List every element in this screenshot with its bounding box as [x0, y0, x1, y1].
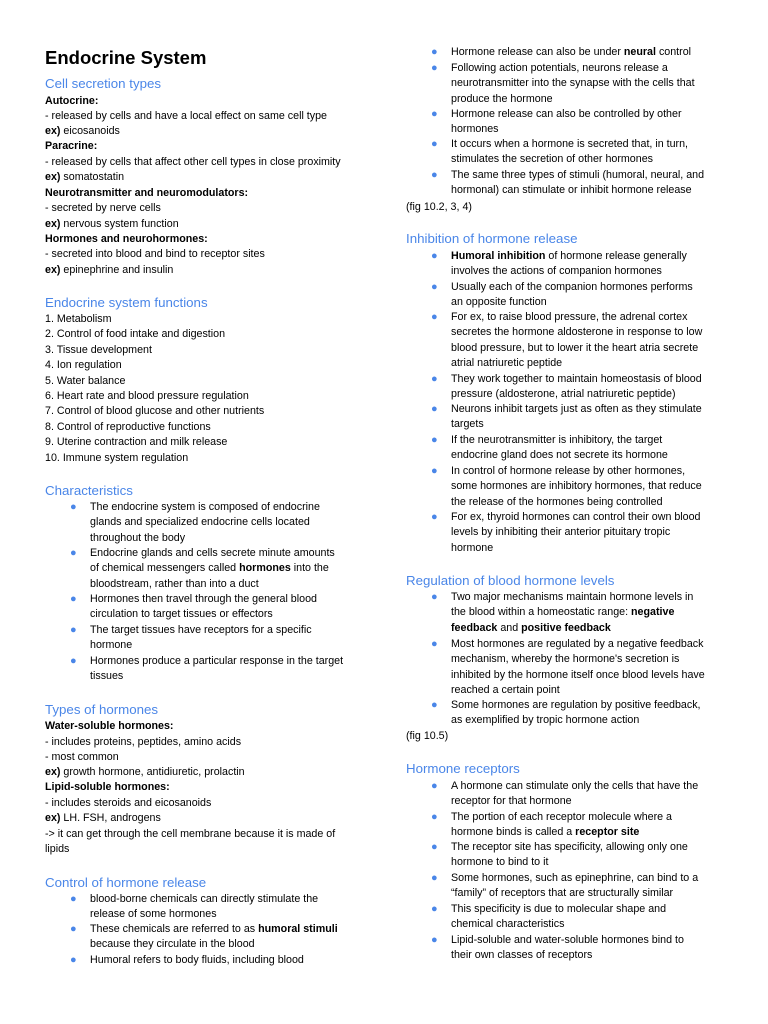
bullet-icon: ● — [70, 624, 77, 636]
lipid-soluble-desc: - includes steroids and eicosanoids — [45, 797, 212, 809]
lipid-soluble-example: ex) LH. FSH, androgens — [45, 812, 161, 824]
bullet-icon: ● — [70, 893, 77, 905]
heading-functions: Endocrine system functions — [45, 295, 208, 310]
function-item: 6. Heart rate and blood pressure regulation — [45, 390, 249, 402]
list-item: ● Neurons inhibit targets just as often as they stimulate targets — [431, 403, 702, 431]
list-item: ● The portion of each receptor molecule where a hormone binds is called a receptor site — [431, 811, 672, 839]
bullet-icon: ● — [431, 373, 438, 385]
heading-receptors: Hormone receptors — [406, 761, 520, 776]
bullet-icon: ● — [431, 903, 438, 915]
bullet-icon: ● — [431, 699, 438, 711]
bullet-icon: ● — [431, 108, 438, 120]
bullet-icon: ● — [431, 872, 438, 884]
function-item: 3. Tissue development — [45, 344, 152, 356]
list-item: ● Most hormones are regulated by a negative feedback mechanism, whereby the hormone's secretion is inhibited by the hormone itself once blood levels have reached a certain point — [431, 638, 705, 697]
list-item: ● If the neurotransmitter is inhibitory, the target endocrine gland does not secrete its hormone — [431, 434, 668, 462]
bullet-icon: ● — [70, 593, 77, 605]
page-title: Endocrine System — [45, 47, 207, 68]
paracrine-label: Paracrine: — [45, 140, 98, 152]
function-item: 8. Control of reproductive functions — [45, 421, 211, 433]
list-item: ● Some hormones, such as epinephrine, can bind to a “family” of receptors that are structurally similar — [431, 872, 699, 900]
list-item: ● The target tissues have receptors for a specific hormone — [70, 624, 312, 652]
function-item: 2. Control of food intake and digestion — [45, 328, 226, 340]
list-item: ● Humoral inhibition of hormone release generally involves the actions of companion hormones — [431, 250, 687, 278]
heading-inhibition: Inhibition of hormone release — [406, 231, 578, 246]
function-item: 7. Control of blood glucose and other nutrients — [45, 405, 265, 417]
bullet-icon: ● — [431, 465, 438, 477]
list-item: ● It occurs when a hormone is secreted that, in turn, stimulates the secretion of other hormones — [431, 138, 689, 166]
function-item: 5. Water balance — [45, 375, 126, 387]
function-item: 9. Uterine contraction and milk release — [45, 436, 228, 448]
autocrine-label: Autocrine: — [45, 95, 99, 107]
bullet-icon: ● — [431, 62, 438, 74]
list-item: ● Humoral refers to body fluids, including blood — [90, 953, 304, 968]
autocrine-example: ex) eicosanoids — [45, 125, 120, 137]
neurotransmitter-example: ex) nervous system function — [45, 218, 179, 230]
hormones-example: ex) epinephrine and insulin — [45, 264, 174, 276]
list-item: ● In control of hormone release by other hormones, some hormones are inhibitory hormones, that reduce the release of the hormones being controlled — [431, 465, 702, 508]
bullet-icon: ● — [431, 250, 438, 262]
lipid-soluble-note: -> it can get through the cell membrane because it is made of — [45, 828, 336, 840]
list-item: ● Hormone release can also be controlled by other hormones — [431, 108, 682, 136]
bullet-icon: ● — [431, 46, 438, 58]
bullet-icon: ● — [431, 281, 438, 293]
bullet-icon: ● — [431, 638, 438, 650]
bullet-icon: ● — [431, 403, 438, 415]
list-item: ● Hormone release can also be under neural control — [451, 45, 691, 60]
figure-reference: (fig 10.2, 3, 4) — [406, 201, 472, 213]
bullet-icon: ● — [70, 923, 77, 935]
hormones-desc: - secreted into blood and bind to receptor sites — [45, 248, 265, 260]
paracrine-example: ex) somatostatin — [45, 171, 125, 183]
neurotransmitter-label: Neurotransmitter and neuromodulators: — [45, 187, 249, 199]
list-item: ● Some hormones are regulation by positive feedback, as exemplified by tropic hormone action — [431, 699, 701, 727]
bullet-icon: ● — [431, 434, 438, 446]
list-item: ● Usually each of the companion hormones performs an opposite function — [431, 281, 693, 309]
function-item: 10. Immune system regulation — [45, 452, 189, 464]
heading-types: Types of hormones — [45, 702, 159, 717]
water-soluble-desc: - most common — [45, 751, 119, 763]
list-item: ● These chemicals are referred to as humoral stimuli because they circulate in the blood — [70, 923, 338, 951]
list-item: ● Hormones produce a particular response in the target tissues — [70, 655, 344, 683]
heading-characteristics: Characteristics — [45, 483, 133, 498]
list-item: ● Two major mechanisms maintain hormone levels in the blood within a homeostatic range: negative feedback and positive feedback — [431, 591, 694, 634]
water-soluble-desc: - includes proteins, peptides, amino acids — [45, 736, 242, 748]
list-item: ● Lipid-soluble and water-soluble hormones bind to their own classes of receptors — [431, 934, 684, 962]
autocrine-desc: - released by cells and have a local effect on same cell type — [45, 110, 327, 122]
hormones-label: Hormones and neurohormones: — [45, 233, 208, 245]
list-item: ● A hormone can stimulate only the cells that have the receptor for that hormone — [431, 780, 699, 808]
list-item: ● For ex, thyroid hormones can control their own blood levels by inhibiting their anterior pituitary tropic hormone — [431, 511, 701, 554]
bullet-icon: ● — [431, 169, 438, 181]
bullet-icon: ● — [70, 655, 77, 667]
bullet-icon: ● — [431, 591, 438, 603]
list-item: ● Endocrine glands and cells secrete minute amounts of chemical messengers called hormones into the bloodstream, rather than into a duct — [70, 547, 335, 590]
list-item: ● The same three types of stimuli (humoral, neural, and hormonal) can stimulate or inhibit hormone release — [431, 169, 705, 197]
neurotransmitter-desc: - secreted by nerve cells — [45, 202, 161, 214]
lipid-soluble-note: lipids — [45, 843, 70, 855]
heading-cell-secretion: Cell secretion types — [45, 76, 162, 91]
bullet-icon: ● — [70, 954, 77, 966]
list-item: ● They work together to maintain homeostasis of blood pressure (aldosterone, atrial natriuretic peptide) — [431, 373, 702, 401]
bullet-icon: ● — [431, 780, 438, 792]
bullet-icon: ● — [70, 547, 77, 559]
list-item: ● For ex, to raise blood pressure, the adrenal cortex secretes the hormone aldosterone in response to low blood pressure, but to lower it the heart atria secrete atrial natriuretic peptide — [431, 311, 703, 370]
figure-reference: (fig 10.5) — [406, 730, 449, 742]
list-item: ● The endocrine system is composed of endocrine glands and specialized endocrine cells located throughout the body — [70, 501, 320, 544]
list-item: ● Following action potentials, neurons release a neurotransmitter into the synapse with the cells that produce the hormone — [431, 62, 695, 105]
water-soluble-example: ex) growth hormone, antidiuretic, prolactin — [45, 766, 245, 778]
bullet-icon: ● — [70, 501, 77, 513]
list-item: ● Hormones then travel through the general blood circulation to target tissues or effectors — [70, 593, 317, 621]
water-soluble-label: Water-soluble hormones: — [45, 720, 174, 732]
heading-regulation: Regulation of blood hormone levels — [406, 573, 615, 588]
heading-control: Control of hormone release — [45, 875, 207, 890]
bullet-icon: ● — [431, 811, 438, 823]
list-item: ● This specificity is due to molecular shape and chemical characteristics — [431, 903, 667, 931]
list-item: ● The receptor site has specificity, allowing only one hormone to bind to it — [431, 841, 688, 869]
lipid-soluble-label: Lipid-soluble hormones: — [45, 781, 170, 793]
function-item: 1. Metabolism — [45, 313, 112, 325]
bullet-icon: ● — [431, 841, 438, 853]
bullet-icon: ● — [431, 311, 438, 323]
function-item: 4. Ion regulation — [45, 359, 122, 371]
bullet-icon: ● — [431, 138, 438, 150]
paracrine-desc: - released by cells that affect other cell types in close proximity — [45, 156, 341, 168]
list-item: ● blood-borne chemicals can directly stimulate the release of some hormones — [70, 893, 319, 921]
bullet-icon: ● — [431, 511, 438, 523]
bullet-icon: ● — [431, 934, 438, 946]
